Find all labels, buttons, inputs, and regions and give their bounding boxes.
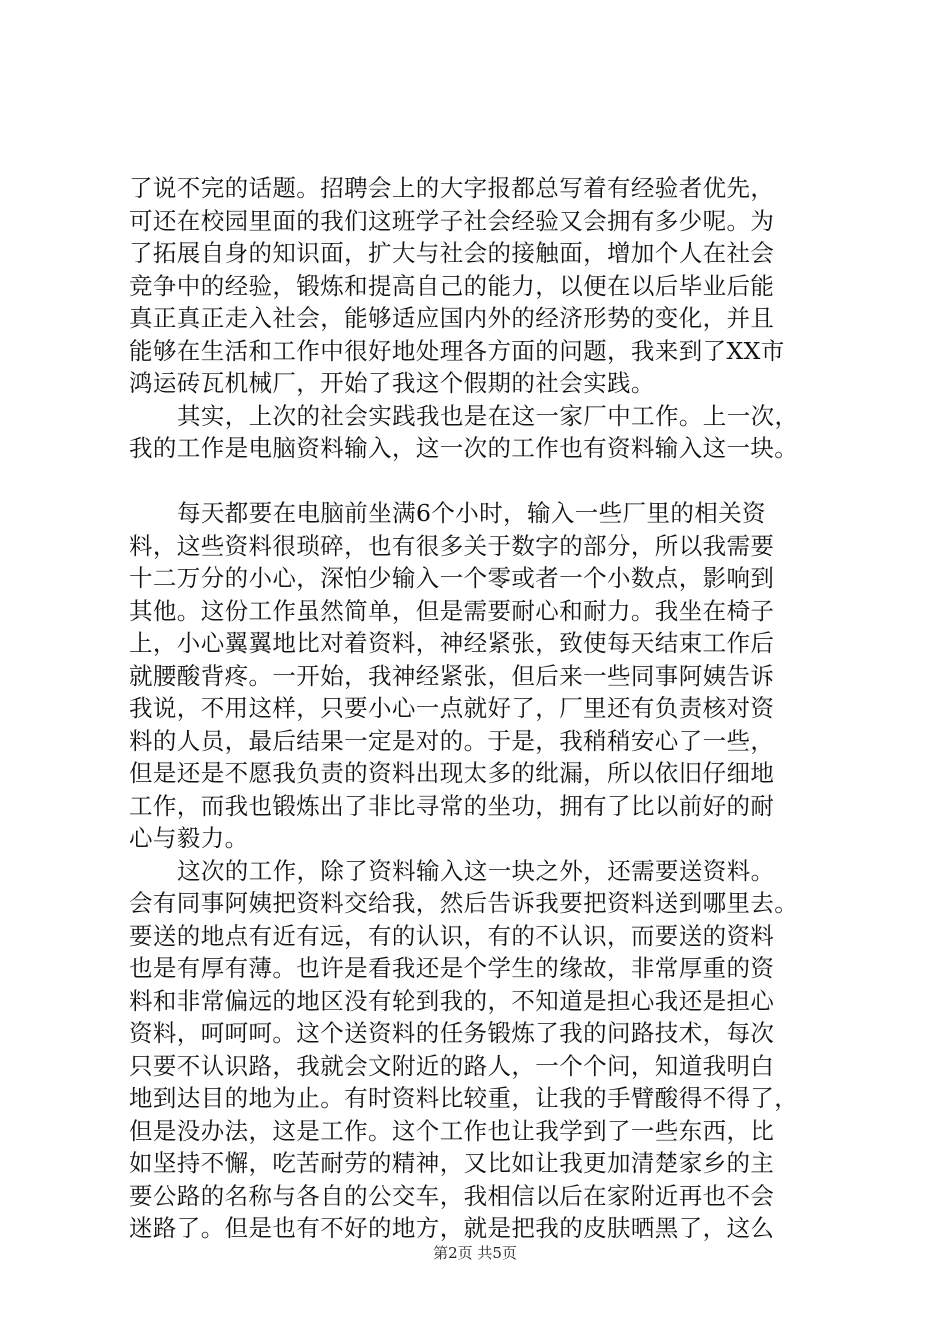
text-line: 上，小心翼翼地比对着资料，神经紧张，致使每天结束工作后 xyxy=(129,629,775,657)
document-body xyxy=(129,172,841,1245)
text-line: 就腰酸背疼。一开始，我神经紧张，但后来一些同事阿姨告诉 xyxy=(129,661,775,690)
text-line: 只要不认识路，我就会文附近的路人，一个个问，知道我明白 xyxy=(129,1051,775,1080)
text-line: 也是有厚有薄。也许是看我还是个学生的缘故，非常厚重的资 xyxy=(129,954,775,982)
text-line: 料，这些资料很琐碎，也有很多关于数字的部分，所以我需要 xyxy=(129,531,775,560)
text-line: 但是没办法，这是工作。这个工作也让我学到了一些东西，比 xyxy=(129,1116,775,1145)
paragraph-first-line: 其实，上次的社会实践我也是在这一家厂中工作。上一次， xyxy=(177,401,799,430)
text-line: 真正真正走入社会，能够适应国内外的经济形势的变化，并且 xyxy=(129,304,775,332)
text-line: 如坚持不懈，吃苦耐劳的精神，又比如让我更加清楚家乡的主 xyxy=(129,1149,775,1177)
text-line: 迷路了。但是也有不好的地方，就是把我的皮肤晒黑了，这么 xyxy=(129,1214,775,1242)
text-line: 工作，而我也锻炼出了非比寻常的坐功，拥有了比以前好的耐 xyxy=(129,791,775,820)
text-line: 地到达目的地为止。有时资料比较重，让我的手臂酸得不得了， xyxy=(129,1084,799,1112)
text-line: 我说，不用这样，只要小心一点就好了，厂里还有负责核对资 xyxy=(129,694,775,722)
text-line: 竞争中的经验，锻炼和提高自己的能力，以便在以后毕业后能 xyxy=(129,271,775,300)
paragraph-first-line: 每天都要在电脑前坐满6个小时，输入一些厂里的相关资 xyxy=(177,499,766,527)
text-line: 但是还是不愿我负责的资料出现太多的纰漏，所以依旧仔细地 xyxy=(129,759,775,787)
text-line: 会有同事阿姨把资料交给我，然后告诉我要把资料送到哪里去。 xyxy=(129,889,799,917)
text-line: 鸿运砖瓦机械厂，开始了我这个假期的社会实践。 xyxy=(129,369,655,397)
text-line: 料的人员，最后结果一定是对的。于是，我稍稍安心了一些， xyxy=(129,726,775,755)
text-line: 了拓展自身的知识面，扩大与社会的接触面，增加个人在社会 xyxy=(129,239,775,267)
text-line: 料和非常偏远的地区没有轮到我的，不知道是担心我还是担心 xyxy=(129,986,775,1015)
page-number: 第2页 共5页 xyxy=(433,1244,517,1262)
text-line: 了说不完的话题。招聘会上的大字报都总写着有经验者优先， xyxy=(129,174,775,202)
text-line: 其他。这份工作虽然简单，但是需要耐心和耐力。我坐在椅子 xyxy=(129,596,775,625)
text-line: 我的工作是电脑资料输入，这一次的工作也有资料输入这一块。 xyxy=(129,434,799,462)
text-line: 要送的地点有近有远，有的认识，有的不认识，而要送的资料 xyxy=(129,921,775,950)
text-line: 十二万分的小心，深怕少输入一个零或者一个小数点，影响到 xyxy=(129,564,775,592)
text-line: 要公路的名称与各自的公交车，我相信以后在家附近再也不会 xyxy=(129,1181,775,1210)
text-line: 能够在生活和工作中很好地处理各方面的问题，我来到了XX市 xyxy=(129,336,785,365)
paragraph-first-line: 这次的工作，除了资料输入这一块之外，还需要送资料。 xyxy=(177,856,775,885)
blank-line xyxy=(129,465,841,498)
text-line: 心与毅力。 xyxy=(129,824,249,852)
text-line: 可还在校园里面的我们这班学子社会经验又会拥有多少呢。为 xyxy=(129,206,775,235)
page-footer xyxy=(0,1243,950,1263)
text-line: 资料，呵呵呵。这个送资料的任务锻炼了我的问路技术，每次 xyxy=(129,1019,775,1047)
